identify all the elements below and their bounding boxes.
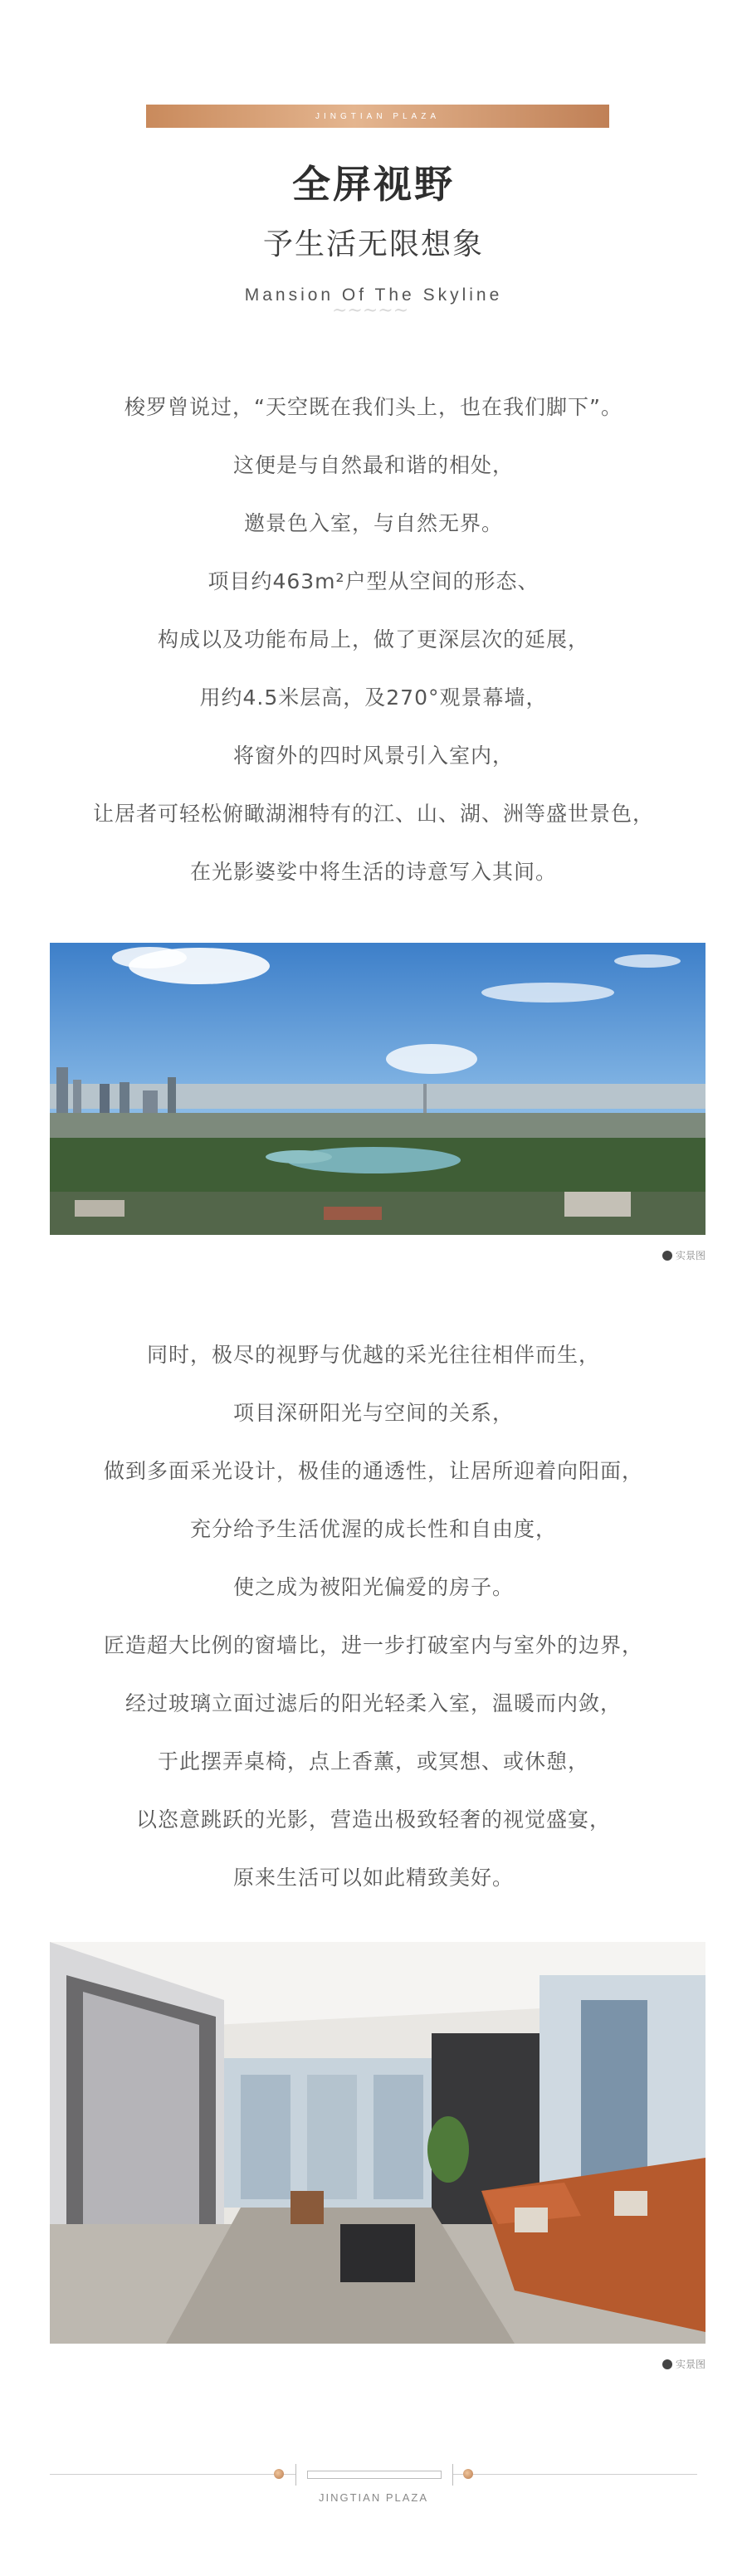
body-line: 以恣意跳跃的光影，营造出极致轻奢的视觉盛宴， [135, 1808, 611, 1832]
camera-icon [662, 2359, 672, 2369]
body-line: 于此摆弄桌椅，点上香薰，或冥想、或休憩， [157, 1749, 589, 1773]
caption-text: 实景图 [675, 2359, 706, 2370]
intro-line: 这便是与自然最和谐的相处， [232, 453, 514, 477]
intro-line: 梭罗曾说过，“天空既在我们头上，也在我们脚下”。 [124, 395, 622, 419]
body-line: 同时，极尽的视野与优越的采光往往相伴而生， [146, 1343, 600, 1367]
body-line: 项目深研阳光与空间的关系， [232, 1401, 514, 1425]
brand-banner [146, 105, 609, 128]
photo-caption [662, 2357, 706, 2371]
body-line: 原来生活可以如此精致美好。 [232, 1866, 514, 1890]
footer-emblem-bar [307, 2471, 442, 2479]
page-title: 全屏视野 [292, 162, 455, 207]
camera-icon [662, 1251, 672, 1261]
city-skyline-photo [50, 943, 706, 1235]
body-paragraph [0, 1326, 747, 1907]
footer-logo: JINGTIAN PLAZA [318, 2491, 429, 2504]
body-line: 做到多面采光设计，极佳的通透性，让居所迎着向阳面， [103, 1459, 643, 1483]
living-room-photo [50, 1942, 706, 2344]
body-line: 充分给予生活优渥的成长性和自由度， [189, 1517, 557, 1541]
intro-line: 在光影婆娑中将生活的诗意写入其间。 [189, 860, 557, 884]
banner-text: JINGTIAN PLAZA [315, 111, 440, 121]
intro-paragraph [0, 378, 747, 901]
page-subtitle: 予生活无限想象 [262, 227, 484, 261]
intro-line: 构成以及功能布局上，做了更深层次的延展， [157, 627, 589, 651]
body-line: 使之成为被阳光偏爱的房子。 [232, 1575, 514, 1599]
intro-line: 项目约463m²户型从空间的形态、 [208, 569, 540, 593]
caption-text: 实景图 [675, 1250, 706, 1261]
intro-line: 让居者可轻松俯瞰湖湘特有的江、山、湖、洲等盛世景色， [92, 802, 654, 826]
intro-line: 将窗外的四时风景引入室内， [232, 744, 514, 768]
decorative-dot [463, 2469, 473, 2479]
intro-line: 邀景色入室，与自然无界。 [243, 511, 503, 535]
decorative-dot [274, 2469, 284, 2479]
intro-line: 用约4.5米层高，及270°观景幕墙， [199, 685, 548, 710]
english-title: Mansion Of The Skyline [244, 285, 503, 305]
script-decoration: ~~~~~ [332, 300, 409, 321]
footer-emblem [295, 2464, 453, 2486]
body-line: 经过玻璃立面过滤后的阳光轻柔入室，温暖而内敛， [124, 1691, 622, 1715]
body-line: 匠造超大比例的窗墙比，进一步打破室内与室外的边界， [103, 1633, 643, 1657]
photo-caption [662, 1248, 706, 1262]
